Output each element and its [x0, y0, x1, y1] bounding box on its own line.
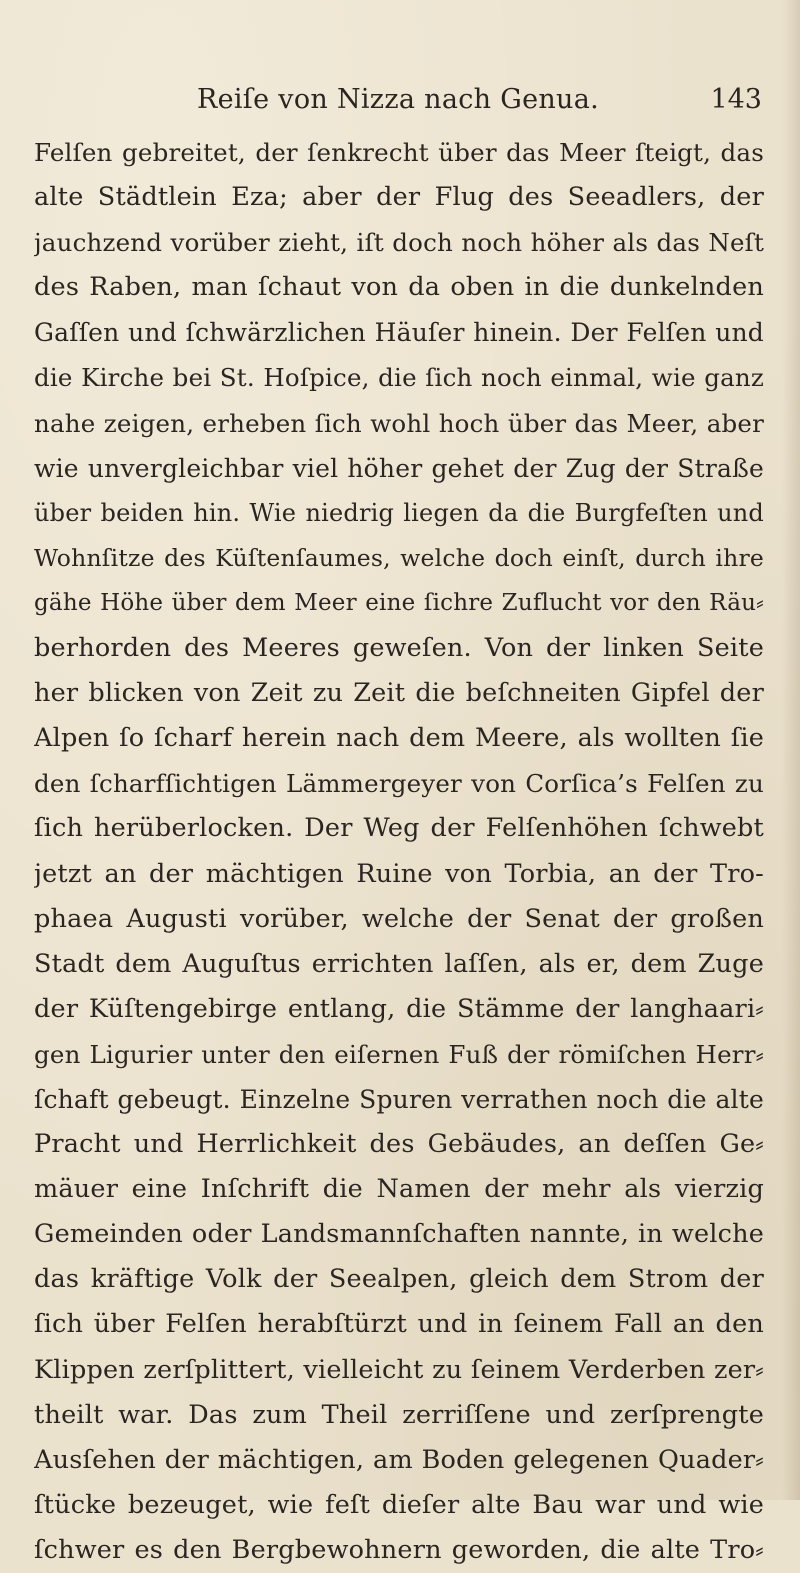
text-line: Gaſſen und ſchwärzlichen Häuſer hinein. Der Felſen und: [34, 318, 764, 348]
text-line: mäuer eine Inſchrift die Namen der mehr als vierzig: [34, 1174, 764, 1205]
text-line: theilt war. Das zum Theil zerriſſene und zerſprengte: [34, 1399, 764, 1430]
text-line: ſchaft gebeugt. Einzelne Spuren verrathen noch die alte: [34, 1084, 764, 1114]
text-line: nahe zeigen, erheben ſich wohl hoch über das Meer, aber: [34, 408, 764, 438]
text-line: Klippen zerſplittert, vielleicht zu ſeinem Verderben zer⸗: [34, 1354, 764, 1385]
text-line: ſich über Felſen herabſtürzt und in ſeinem Fall an den: [34, 1309, 764, 1340]
text-line: Wohnſitze des Küſtenſaumes, welche doch einſt, durch ihre: [34, 543, 764, 572]
text-line: berhorden des Meeres geweſen. Von der linken Seite: [34, 633, 764, 664]
text-line: über beiden hin. Wie niedrig liegen da die Burgfeſten und: [34, 498, 764, 527]
text-line: Felſen gebreitet, der ſenkrecht über das Meer ſteigt, das: [34, 138, 764, 167]
page-header: [34, 78, 762, 122]
text-line: gen Ligurier unter den eiſernen Fuß der römiſchen Herr⸗: [34, 1039, 764, 1069]
text-line: wie unvergleichbar viel höher gehet der Zug der Straße: [34, 453, 764, 483]
page-edge-shadow: [782, 0, 800, 1500]
text-line: jauchzend vorüber zieht, iſt doch noch höher als das Neſt: [34, 228, 764, 258]
text-line: ſtücke bezeuget, wie feſt dieſer alte Bau war und wie: [34, 1489, 764, 1520]
text-line: phaea Augusti vorüber, welche der Senat der großen: [34, 903, 764, 934]
text-line: das kräftige Volk der Seealpen, gleich dem Strom der: [34, 1264, 764, 1295]
text-line: alte Städtlein Eza; aber der Flug des Seeadlers, der: [34, 182, 764, 213]
text-line: die Kirche bei St. Hoſpice, die ſich noch einmal, wie ganz: [34, 363, 764, 393]
text-line: Stadt dem Auguſtus errichten laſſen, als er, dem Zuge: [34, 948, 764, 979]
text-line: jetzt an der mächtigen Ruine von Torbia, an der Tro-: [34, 858, 764, 889]
text-line: den ſcharfſichtigen Lämmergeyer von Corſica’s Felſen zu: [34, 769, 764, 799]
text-line: gähe Höhe über dem Meer eine ſichre Zuflucht vor den Räu⸗: [34, 589, 764, 616]
text-line: her blicken von Zeit zu Zeit die beſchneiten Gipfel der: [34, 678, 764, 709]
text-line: der Küſtengebirge entlang, die Stämme der langhaari⸗: [34, 993, 764, 1024]
text-line: ſich herüberlocken. Der Weg der Felſenhöhen ſchwebt: [34, 813, 764, 844]
text-line: ſchwer es den Bergbewohnern geworden, die alte Tro⸗: [34, 1534, 764, 1565]
text-line: Pracht und Herrlichkeit des Gebäudes, an deſſen Ge⸗: [34, 1129, 764, 1160]
page-number: 143: [710, 84, 762, 115]
text-line: Alpen ſo ſcharf herein nach dem Meere, als wollten ſie: [34, 723, 764, 754]
text-line: des Raben, man ſchaut von da oben in die dunkelnden: [34, 272, 764, 303]
text-line: Gemeinden oder Landsmannſchaften nannte, in welche: [34, 1219, 764, 1250]
body-text: [34, 130, 764, 1573]
running-title: Reiſe von Nizza nach Genua.: [196, 84, 600, 115]
text-line: Ausſehen der mächtigen, am Boden gelegenen Quader⸗: [34, 1444, 764, 1475]
